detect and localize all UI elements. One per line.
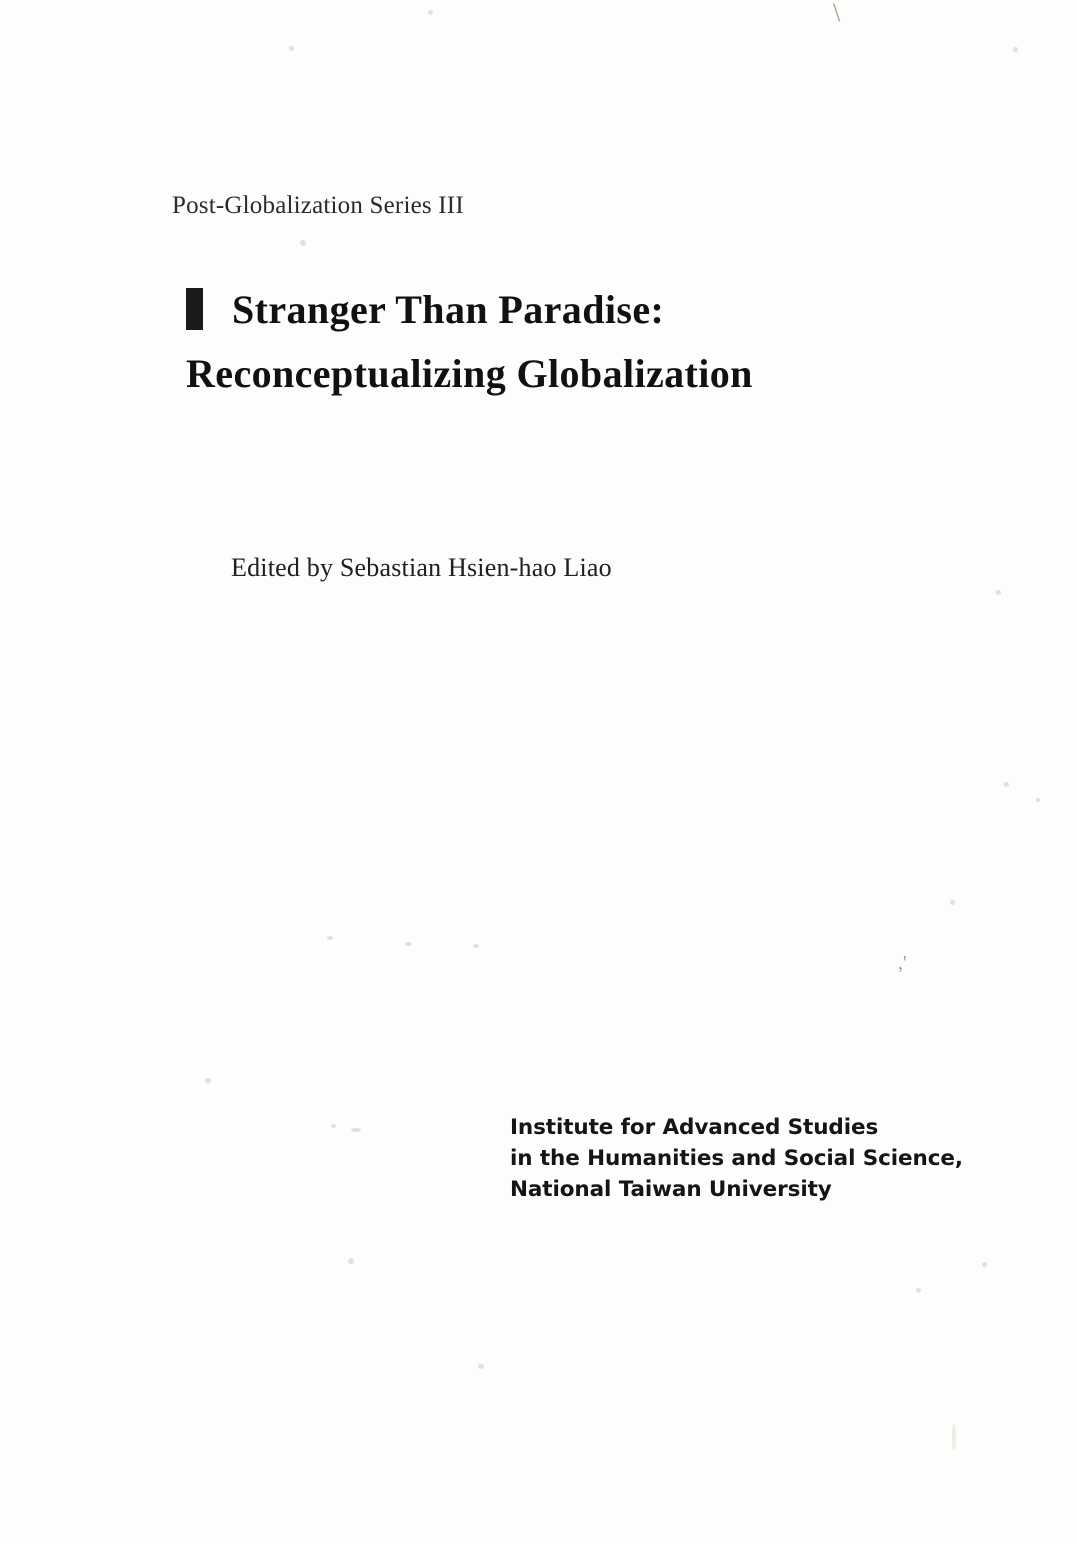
- title-accent-bar: [186, 288, 203, 330]
- title-line-2: Reconceptualizing Globalization: [186, 351, 753, 396]
- scan-mark: \: [833, 0, 841, 27]
- publisher-block: [510, 1112, 963, 1205]
- scan-smudge: [952, 1424, 956, 1450]
- scan-speck: [473, 944, 479, 948]
- scan-speck: [916, 1288, 921, 1293]
- scan-speck: [1004, 782, 1009, 787]
- scan-speck: [348, 1258, 354, 1264]
- scan-speck: [351, 1128, 361, 1132]
- title-line-1: Stranger Than Paradise:: [232, 287, 665, 332]
- scan-mark: ,': [898, 952, 907, 974]
- scan-speck: [331, 1124, 336, 1128]
- scan-speck: [405, 942, 412, 946]
- scan-speck: [1013, 47, 1018, 52]
- scan-speck: [289, 46, 294, 51]
- publisher-line-2: in the Humanities and Social Science,: [510, 1146, 963, 1171]
- scan-speck: [300, 240, 306, 246]
- scan-speck: [205, 1078, 211, 1083]
- editor-credit: Edited by Sebastian Hsien-hao Liao: [231, 553, 612, 582]
- scan-speck: [428, 10, 433, 15]
- scan-speck: [950, 900, 955, 905]
- scan-speck: [982, 1262, 987, 1267]
- book-title: [186, 278, 976, 406]
- publisher-line-1: Institute for Advanced Studies: [510, 1115, 879, 1140]
- scan-speck: [1036, 798, 1040, 802]
- series-label: Post-Globalization Series III: [172, 192, 464, 219]
- scan-speck: [478, 1364, 484, 1369]
- scan-speck: [996, 590, 1001, 595]
- scan-speck: [327, 936, 333, 940]
- publisher-line-3: National Taiwan University: [510, 1177, 832, 1202]
